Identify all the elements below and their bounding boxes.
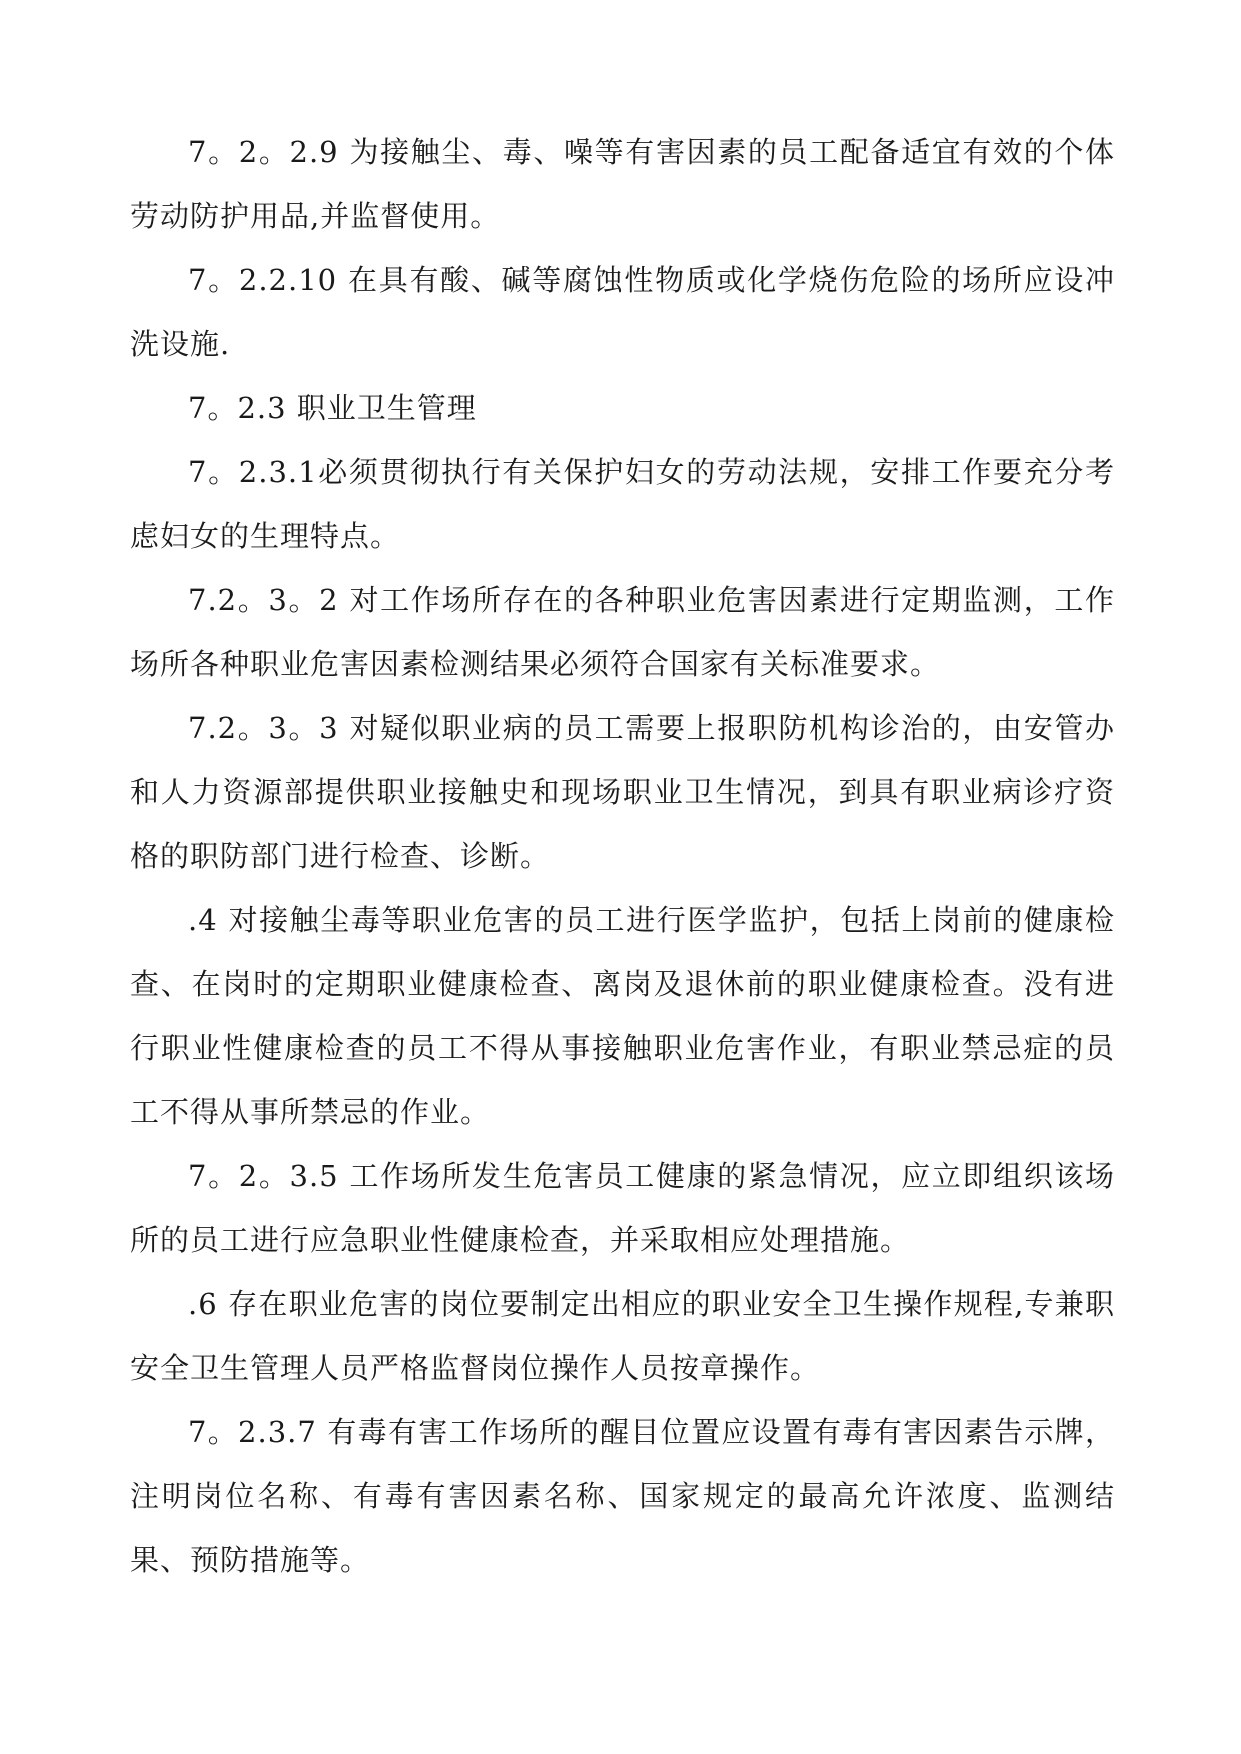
- paragraph-7-2-3-4: .4 对接触尘毒等职业危害的员工进行医学监护，包括上岗前的健康检查、在岗时的定期职业健康检查、离岗及退休前的职业健康检查。没有进行职业性健康检查的员工不得从事接触职业危害作业，有职业禁忌症的员工不得从事所禁忌的作业。: [130, 903, 1115, 1129]
- paragraph-7-2-3-6: .6 存在职业危害的岗位要制定出相应的职业安全卫生操作规程,专兼职安全卫生管理人员严格监督岗位操作人员按章操作。: [130, 1287, 1115, 1385]
- paragraph-7-2-3-3: 7.2。3。3 对疑似职业病的员工需要上报职防机构诊治的，由安管办和人力资源部提供职业接触史和现场职业卫生情况，到具有职业病诊疗资格的职防部门进行检查、诊断。: [130, 711, 1115, 873]
- paragraph-7-2-3-2: 7.2。3。2 对工作场所存在的各种职业危害因素进行定期监测，工作场所各种职业危害因素检测结果必须符合国家有关标准要求。: [130, 583, 1115, 681]
- paragraph-7-2-3-5: 7。2。3.5 工作场所发生危害员工健康的紧急情况，应立即组织该场所的员工进行应急职业性健康检查，并采取相应处理措施。: [130, 1159, 1115, 1257]
- paragraph-7-2-2-9: 7。2。2.9 为接触尘、毒、噪等有害因素的员工配备适宜有效的个体劳动防护用品,并监督使用。: [130, 135, 1115, 233]
- paragraph-7-2-3-1: 7。2.3.1必须贯彻执行有关保护妇女的劳动法规，安排工作要充分考虑妇女的生理特点。: [130, 455, 1115, 553]
- paragraph-7-2-2-10: 7。2.2.10 在具有酸、碱等腐蚀性物质或化学烧伤危险的场所应设冲洗设施.: [130, 263, 1115, 361]
- paragraph-7-2-3-7: 7。2.3.7 有毒有害工作场所的醒目位置应设置有毒有害因素告示牌，注明岗位名称、有毒有害因素名称、国家规定的最高允许浓度、监测结果、预防措施等。: [130, 1415, 1115, 1577]
- document-page: [130, 120, 1115, 1592]
- section-heading-7-2-3: 7。2.3 职业卫生管理: [188, 391, 477, 425]
